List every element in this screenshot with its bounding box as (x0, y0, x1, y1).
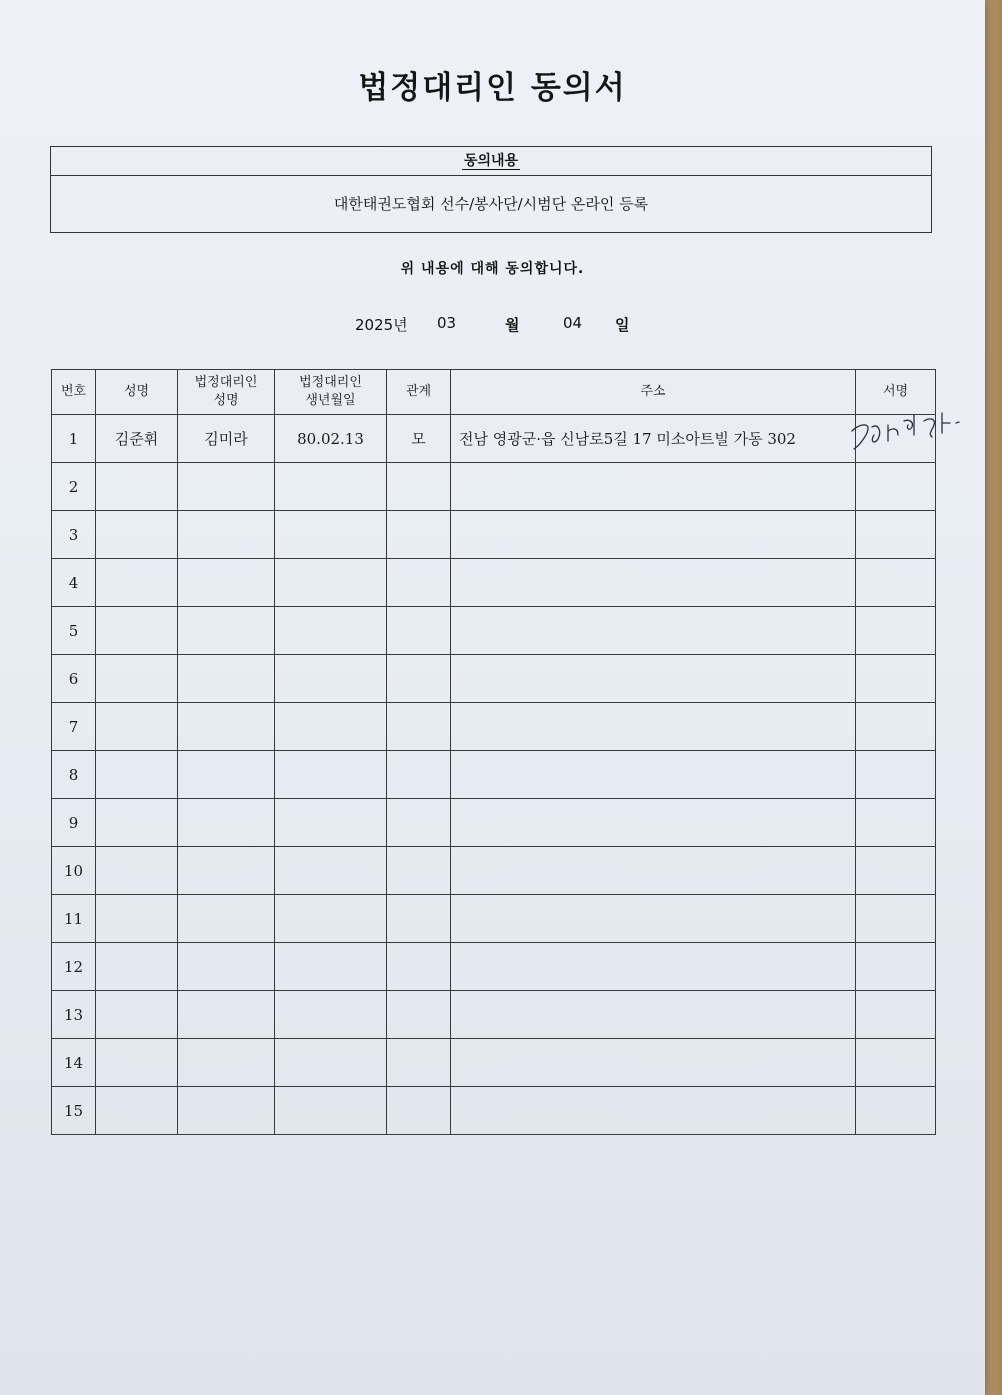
cell-number: 11 (52, 895, 96, 943)
cell-guardian-name: 김미라 (178, 415, 275, 463)
table-row (52, 415, 936, 463)
cell-number: 9 (52, 799, 96, 847)
cell-address (451, 991, 856, 1039)
cell-address (451, 1087, 856, 1135)
cell-signature (856, 799, 936, 847)
cell-name (96, 991, 178, 1039)
cell-guardian-birth: 80.02.13 (275, 415, 387, 463)
cell-guardian-name (178, 511, 275, 559)
cell-guardian-name (178, 847, 275, 895)
date-month-unit: 월 (505, 316, 520, 334)
table-row (52, 847, 936, 895)
cell-guardian-birth (275, 703, 387, 751)
table-body (52, 415, 936, 1135)
cell-number: 5 (52, 607, 96, 655)
cell-relation: 모 (387, 415, 451, 463)
cell-address (451, 895, 856, 943)
cell-guardian-birth (275, 991, 387, 1039)
cell-guardian-birth (275, 1087, 387, 1135)
cell-address (451, 607, 856, 655)
table-row (52, 559, 936, 607)
cell-address (451, 943, 856, 991)
table-row (52, 799, 936, 847)
cell-address: 전남 영광군·읍 신남로5길 17 미소아트빌 가동 302 (451, 415, 856, 463)
cell-address (451, 847, 856, 895)
cell-guardian-name (178, 799, 275, 847)
cell-number: 1 (52, 415, 96, 463)
table-row (52, 751, 936, 799)
cell-relation (387, 799, 451, 847)
header-address: 주소 (451, 370, 856, 415)
cell-number: 2 (52, 463, 96, 511)
date-year: 2025년 (355, 316, 408, 334)
header-guardian-name-line2: 성명 (213, 393, 239, 408)
cell-guardian-name (178, 463, 275, 511)
cell-name (96, 655, 178, 703)
cell-signature (856, 559, 936, 607)
cell-number: 8 (52, 751, 96, 799)
cell-signature (856, 1087, 936, 1135)
cell-address (451, 799, 856, 847)
cell-relation (387, 655, 451, 703)
cell-name (96, 751, 178, 799)
cell-relation (387, 607, 451, 655)
cell-relation (387, 1039, 451, 1087)
consent-heading-cell (51, 147, 931, 176)
table-row (52, 463, 936, 511)
cell-relation (387, 991, 451, 1039)
cell-relation (387, 895, 451, 943)
handwritten-signature (844, 401, 974, 471)
table-row (52, 607, 936, 655)
cell-address (451, 559, 856, 607)
cell-guardian-birth (275, 559, 387, 607)
cell-name (96, 559, 178, 607)
header-name: 성명 (96, 370, 178, 415)
cell-guardian-birth (275, 1039, 387, 1087)
cell-guardian-birth (275, 655, 387, 703)
header-number: 번호 (52, 370, 96, 415)
cell-relation (387, 559, 451, 607)
table-row (52, 511, 936, 559)
consent-body: 대한태권도협회 선수/봉사단/시범단 온라인 등록 (333, 195, 649, 213)
cell-number: 14 (52, 1039, 96, 1087)
cell-relation (387, 943, 451, 991)
cell-name (96, 895, 178, 943)
consent-content-box (50, 146, 932, 233)
cell-guardian-name (178, 751, 275, 799)
cell-number: 15 (52, 1087, 96, 1135)
cell-number: 6 (52, 655, 96, 703)
cell-number: 13 (52, 991, 96, 1039)
cell-signature (856, 1039, 936, 1087)
consent-heading: 동의내용 (463, 153, 519, 169)
cell-guardian-name (178, 943, 275, 991)
header-guardian-birth (275, 370, 387, 415)
cell-guardian-name (178, 895, 275, 943)
cell-relation (387, 847, 451, 895)
cell-signature (856, 895, 936, 943)
table-row (52, 1087, 936, 1135)
cell-signature (856, 751, 936, 799)
cell-name (96, 703, 178, 751)
date-day: 04 (563, 314, 583, 332)
cell-signature (856, 655, 936, 703)
cell-signature (856, 943, 936, 991)
cell-relation (387, 1087, 451, 1135)
cell-guardian-birth (275, 847, 387, 895)
date-month: 03 (437, 314, 457, 332)
date-day-unit: 일 (615, 316, 630, 334)
cell-guardian-name (178, 991, 275, 1039)
cell-relation (387, 463, 451, 511)
cell-guardian-name (178, 1087, 275, 1135)
cell-signature (856, 703, 936, 751)
cell-relation (387, 751, 451, 799)
table-row (52, 943, 936, 991)
cell-address (451, 463, 856, 511)
cell-name (96, 1039, 178, 1087)
cell-signature (856, 991, 936, 1039)
document-title: 법정대리인 동의서 (358, 70, 627, 106)
cell-guardian-birth (275, 943, 387, 991)
cell-name (96, 607, 178, 655)
cell-address (451, 511, 856, 559)
cell-relation (387, 703, 451, 751)
header-guardian-birth-line1: 법정대리인 (299, 375, 362, 390)
cell-guardian-name (178, 655, 275, 703)
cell-guardian-name (178, 607, 275, 655)
table-row (52, 991, 936, 1039)
cell-signature (856, 847, 936, 895)
cell-number: 10 (52, 847, 96, 895)
header-relation: 관계 (387, 370, 451, 415)
header-guardian-birth-line2: 생년월일 (305, 393, 356, 408)
cell-guardian-birth (275, 751, 387, 799)
cell-guardian-birth (275, 799, 387, 847)
cell-name: 김준휘 (96, 415, 178, 463)
cell-signature (856, 463, 936, 511)
cell-name (96, 943, 178, 991)
cell-name (96, 463, 178, 511)
cell-number: 7 (52, 703, 96, 751)
cell-signature (856, 415, 936, 463)
cell-name (96, 847, 178, 895)
table-row (52, 895, 936, 943)
cell-signature (856, 607, 936, 655)
cell-address (451, 703, 856, 751)
cell-number: 12 (52, 943, 96, 991)
cell-guardian-birth (275, 607, 387, 655)
cell-name (96, 799, 178, 847)
cell-guardian-name (178, 559, 275, 607)
table-row (52, 703, 936, 751)
header-signature: 서명 (856, 370, 936, 415)
cell-address (451, 655, 856, 703)
cell-guardian-birth (275, 895, 387, 943)
header-guardian-name (178, 370, 275, 415)
cell-guardian-birth (275, 511, 387, 559)
cell-address (451, 1039, 856, 1087)
cell-name (96, 1087, 178, 1135)
cell-signature (856, 511, 936, 559)
cell-guardian-name (178, 703, 275, 751)
guardian-roster-table (51, 369, 936, 1135)
agreement-statement: 위 내용에 대해 동의합니다. (400, 261, 585, 277)
cell-guardian-birth (275, 463, 387, 511)
cell-number: 3 (52, 511, 96, 559)
cell-name (96, 511, 178, 559)
table-row (52, 655, 936, 703)
cell-address (451, 751, 856, 799)
header-guardian-name-line1: 법정대리인 (194, 375, 258, 390)
table-header-row (52, 370, 936, 415)
table-row (52, 1039, 936, 1087)
cell-number: 4 (52, 559, 96, 607)
cell-guardian-name (178, 1039, 275, 1087)
cell-relation (387, 511, 451, 559)
